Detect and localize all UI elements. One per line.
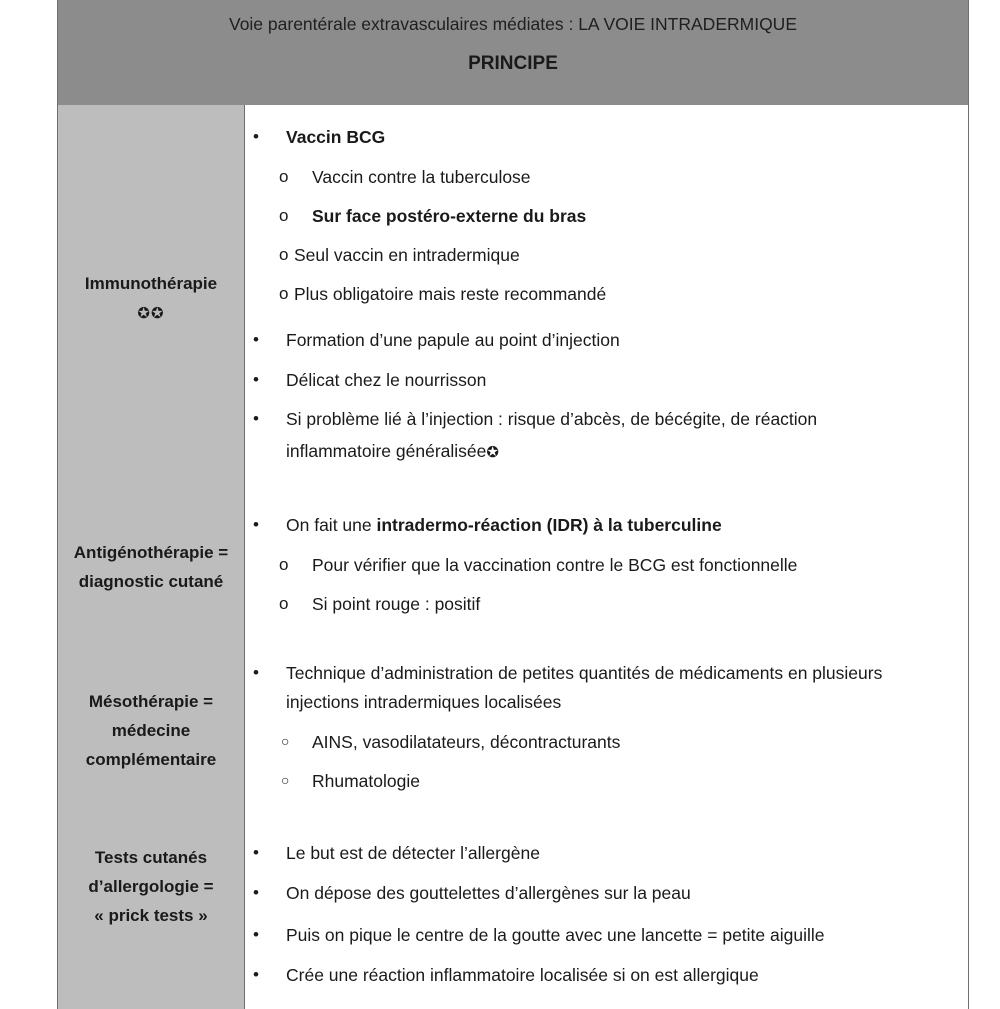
- bullet-marker: •: [253, 409, 259, 428]
- star-symbol-icon: ✪✪: [137, 305, 165, 322]
- table-header: [57, 0, 969, 106]
- row-antigenotherapie: [57, 492, 969, 642]
- list-item-continuation: [286, 441, 500, 462]
- list-item: Puis on pique le centre de la goutte avec une lancette = petite aiguille: [286, 925, 825, 945]
- sub-bullet-marker: o: [279, 555, 289, 574]
- list-item: Seul vaccin en intradermique: [294, 245, 520, 265]
- list-item: Pour vérifier que la vaccination contre le BCG est fonctionnelle: [312, 555, 798, 575]
- label-text: « prick tests »: [94, 906, 208, 925]
- bullet-marker: •: [253, 515, 259, 534]
- list-item: Délicat chez le nourrisson: [286, 370, 487, 390]
- row-mesotherapie: [57, 641, 969, 820]
- label-text: complémentaire: [85, 749, 217, 769]
- list-item: Le but est de détecter l’allergène: [286, 843, 540, 863]
- bold-text: intradermo-réaction (IDR) à la tuberculine: [376, 515, 722, 535]
- row-label: [58, 492, 245, 641]
- list-item: AINS, vasodilatateurs, décontracturants: [312, 732, 621, 752]
- label-text: Tests cutanés: [94, 848, 208, 867]
- label-text: diagnostic cutané: [78, 571, 224, 591]
- sub-bullet-marker: o: [279, 594, 289, 613]
- sub-bullet-marker: ○: [281, 772, 290, 788]
- bullet-marker: •: [253, 330, 259, 349]
- row-content: [245, 641, 968, 819]
- sub-bullet-marker: o: [279, 284, 289, 303]
- bullet-marker: •: [253, 663, 259, 682]
- list-item: Technique d’administration de petites quantités de médicaments en plusieurs: [286, 663, 883, 683]
- sub-bullet-marker: o: [279, 167, 289, 186]
- continuation-text: inflammatoire généralisée: [286, 441, 487, 461]
- list-item: Vaccin contre la tuberculose: [312, 167, 531, 187]
- bullet-marker: •: [253, 883, 259, 902]
- label-text: médecine: [111, 720, 191, 740]
- row-content: [245, 105, 968, 492]
- row-label: [58, 641, 245, 819]
- bullet-marker: •: [253, 843, 259, 862]
- header-title: Voie parentérale extravasculaires médiates : LA VOIE INTRADERMIQUE: [228, 14, 797, 34]
- row-tests-cutanes: [57, 819, 969, 1009]
- star-symbol-icon: ✪: [486, 444, 500, 461]
- list-item: Crée une réaction inflammatoire localisée si on est allergique: [286, 965, 759, 985]
- row-label: [58, 819, 245, 1009]
- row-immunotherapie: [57, 105, 969, 493]
- row-content: [245, 492, 968, 641]
- sub-bullet-marker: ○: [281, 733, 290, 749]
- label-text: Immunothérapie: [84, 274, 218, 293]
- list-item: [286, 515, 722, 536]
- plain-text: On fait une: [286, 515, 377, 535]
- bullet-marker: •: [253, 127, 259, 146]
- row-content: [245, 819, 968, 1009]
- label-text: Antigénothérapie =: [73, 542, 229, 562]
- list-item: Plus obligatoire mais reste recommandé: [294, 284, 607, 304]
- sub-bullet-marker: o: [279, 206, 289, 225]
- list-item: Vaccin BCG: [286, 127, 386, 147]
- list-item: On dépose des gouttelettes d’allergènes sur la peau: [286, 883, 691, 903]
- list-item-continuation: injections intradermiques localisées: [286, 692, 562, 712]
- label-text: Mésothérapie =: [88, 691, 214, 711]
- list-item: Si problème lié à l’injection : risque d’abcès, de bécégite, de réaction: [286, 409, 818, 429]
- bullet-marker: •: [253, 965, 259, 984]
- row-label: [58, 105, 245, 492]
- label-text: d’allergologie =: [88, 877, 214, 896]
- bullet-marker: •: [253, 925, 259, 944]
- list-item: Formation d’une papule au point d’injection: [286, 330, 620, 350]
- list-item: Si point rouge : positif: [312, 594, 481, 614]
- list-item: Rhumatologie: [312, 771, 420, 791]
- header-subtitle: PRINCIPE: [468, 53, 558, 74]
- bullet-marker: •: [253, 370, 259, 389]
- list-item: Sur face postéro-externe du bras: [312, 206, 587, 226]
- sub-bullet-marker: o: [279, 245, 289, 264]
